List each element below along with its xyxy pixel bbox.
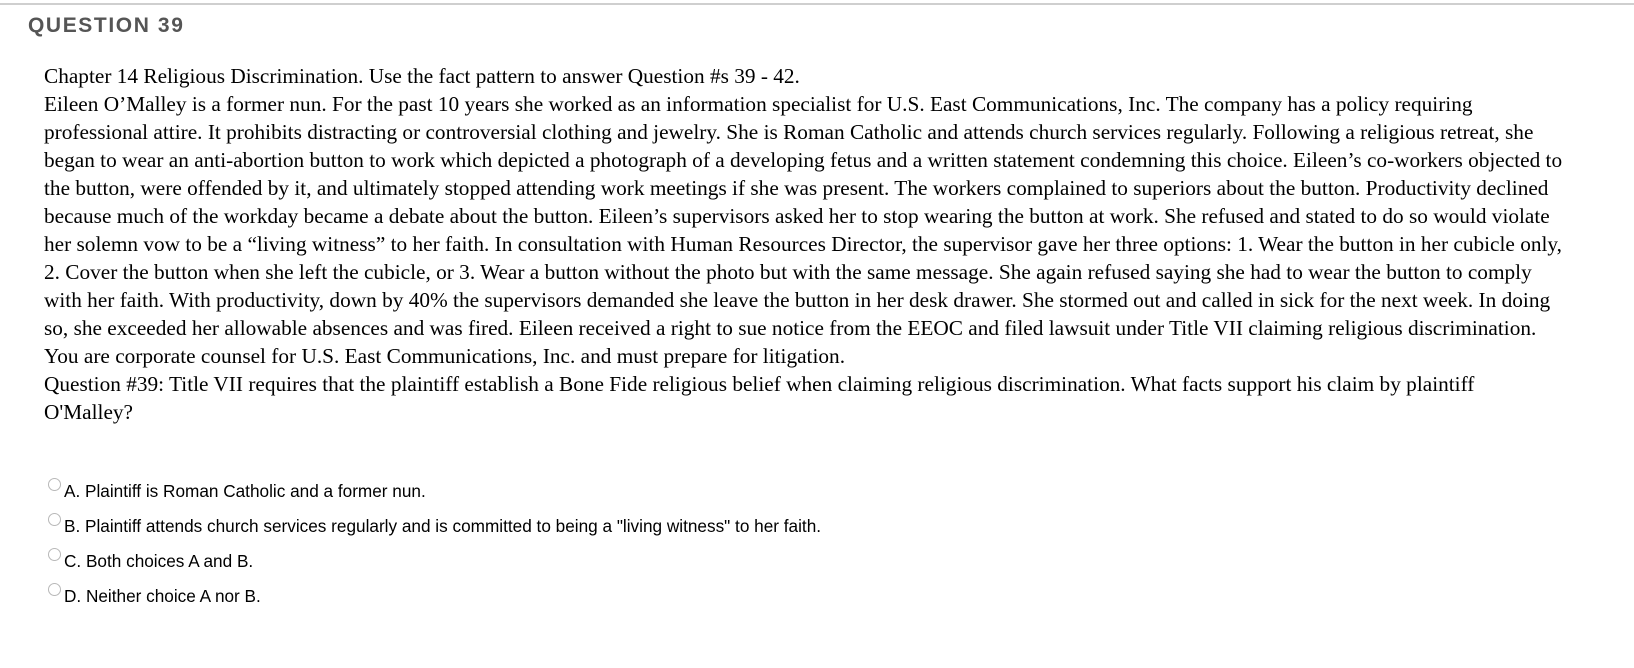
choice-b[interactable] [48,516,821,551]
radio-button-d[interactable] [48,583,61,596]
choice-c[interactable] [48,551,821,586]
question-prompt: Question #39: Title VII requires that the plaintiff establish a Bone Fide religious belief when claiming religious discrimination. What facts support his claim by plaintiff O'Malley? [44,372,1475,424]
choice-a[interactable] [48,481,821,516]
radio-button-b[interactable] [48,513,61,526]
answer-choices [48,481,821,621]
fact-pattern: Eileen O’Malley is a former nun. For the past 10 years she worked as an information specialist for U.S. East Communications, Inc. The company has a policy requiring professional attire. It prohibits distracting or controversial clothing and jewelry. She is Roman Catholic and attends church services regularly. Following a religious retreat, she began to wear an anti-abortion button to work which depicted a photograph of a developing fetus and a written statement condemning this choice. Eileen’s co-workers objected to the button, were offended by it, and ultimately stopped attending work meetings if she was present. The workers complained to superiors about the button. Productivity declined because much of the workday became a debate about the button. Eileen’s supervisors asked her to stop wearing the button at work. She refused and stated to do so would violate her solemn vow to be a “living witness” to her faith. In consultation with Human Resources Director, the supervisor gave her three options: 1. Wear the button in her cubicle only, 2. Cover the button when she left the cubicle, or 3. Wear a button without the photo but with the same message. She again refused saying she had to wear the button to comply with her faith. With productivity, down by 40% the supervisors demanded she leave the button in her desk drawer. She stormed out and called in sick for the next week. In doing so, she exceeded her allowable absences and was fired. Eileen received a right to sue notice from the EEOC and filed lawsuit under Title VII claiming religious discrimination. You are corporate counsel for U.S. East Communications, Inc. and must prepare for litigation. [44,92,1563,368]
choice-d[interactable] [48,586,821,621]
question-intro: Chapter 14 Religious Discrimination. Use the fact pattern to answer Question #s 39 - 42. [44,64,800,88]
top-divider [0,3,1634,5]
radio-button-c[interactable] [48,548,61,561]
choice-b-label[interactable]: B. Plaintiff attends church services regularly and is committed to being a "living witness" to her faith. [64,516,822,536]
question-header: QUESTION 39 [28,14,185,37]
radio-button-a[interactable] [48,478,61,491]
choice-c-label[interactable]: C. Both choices A and B. [64,551,254,571]
question-body [44,62,1564,426]
choice-d-label[interactable]: D. Neither choice A nor B. [64,586,261,606]
choice-a-label[interactable]: A. Plaintiff is Roman Catholic and a former nun. [64,481,426,501]
